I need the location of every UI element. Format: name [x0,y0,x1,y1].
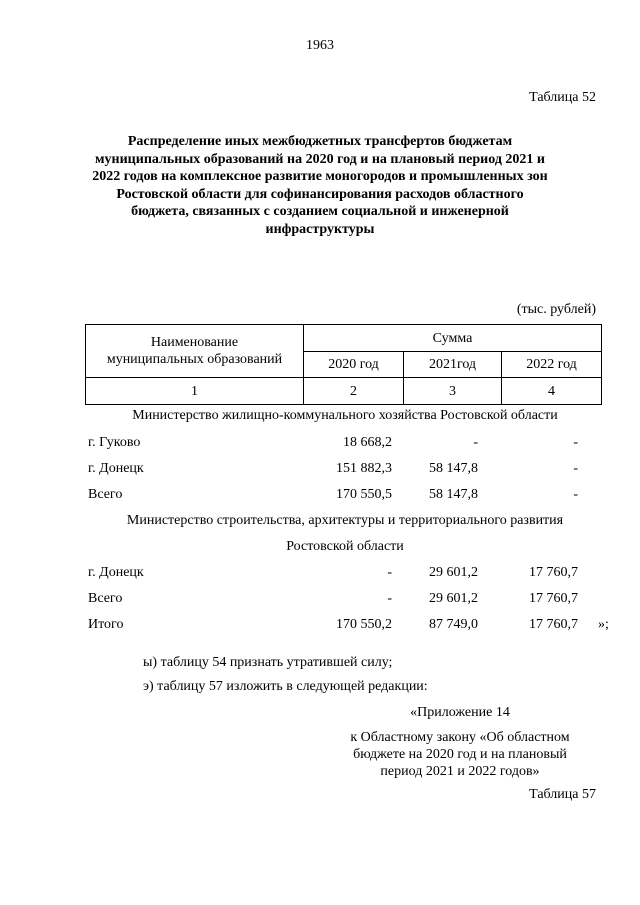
table-row [0,461,640,479]
row-value-2021: - [473,435,478,450]
section2-title-line1: Министерство строительства, архитектуры и территориального развития [126,513,564,528]
row-value-2021: 29 601,2 [429,591,478,606]
row-value-2020: 170 550,5 [336,487,392,502]
header-year-2020: 2020 год [304,352,404,378]
units-label: (тыс. рублей) [516,302,596,317]
header-num-4: 4 [502,378,602,405]
header-num-3: 3 [404,378,502,405]
row-value-2022: - [573,487,578,502]
appendix-line3: бюджете на 2020 год и на плановый [353,747,567,762]
page-number: 1963 [306,38,334,53]
table-row [0,435,640,453]
row-value-2020: - [387,565,392,580]
header-num-1: 1 [86,378,304,405]
row-value-2020: 151 882,3 [336,461,392,476]
appendix-line1: «Приложение 14 [410,705,510,720]
row-value-2021: 58 147,8 [429,487,478,502]
table-row [0,591,640,609]
total-row [0,617,640,635]
header-year-2022: 2022 год [502,352,602,378]
row-value-2022: - [573,461,578,476]
title-line: инфраструктуры [265,221,375,237]
title-line: Распределение иных межбюджетных трансфертов бюджетам [127,134,513,149]
row-value-2020: - [387,591,392,606]
row-name: г. Гуково [88,435,141,450]
row-value-2021: 29 601,2 [429,565,478,580]
row-value-2022: 17 760,7 [529,591,578,606]
appendix-line4: период 2021 и 2022 годов» [380,764,540,779]
section2-title-line2: Ростовской области [286,539,404,554]
appendix-block [330,729,590,780]
row-value-2021: 58 147,8 [429,461,478,476]
row-name: г. Донецк [88,461,144,476]
header-name-col: Наименование муниципальных образований [86,325,304,378]
row-value-2022: - [573,435,578,450]
paragraph-e: э) таблицу 57 изложить в следующей редакции: [143,679,428,694]
total-value-2022: 17 760,7 [529,617,578,632]
total-name: Итого [88,617,124,632]
section1-title: Министерство жилищно-коммунального хозяйства Ростовской области [132,408,558,423]
table-header [85,324,602,405]
table-title [80,133,560,238]
table-label: Таблица 52 [529,90,596,105]
row-value-2022: 17 760,7 [529,565,578,580]
title-line: бюджета, связанных с созданием социальной и инженерной [131,204,509,219]
total-value-2021: 87 749,0 [429,617,478,632]
row-name: г. Донецк [88,565,144,580]
appendix-line2: к Областному закону «Об областном [350,730,570,745]
row-name: Всего [88,591,123,606]
closing-quote: »; [598,617,609,632]
title-line: Ростовской области для софинансирования расходов областного [116,186,524,202]
table-row [0,487,640,505]
row-name: Всего [88,487,123,502]
header-sum-col: Сумма [304,325,602,352]
header-num-2: 2 [304,378,404,405]
title-line: муниципальных образований на 2020 год и на плановый период 2021 и [95,151,545,167]
total-value-2020: 170 550,2 [336,617,392,632]
paragraph-y: ы) таблицу 54 признать утратившей силу; [143,655,393,670]
title-line: 2022 годов на комплексное развитие моногородов и промышленных зон [92,169,548,184]
row-value-2020: 18 668,2 [343,435,392,450]
header-year-2021: 2021год [404,352,502,378]
table-row [0,565,640,583]
table57-label: Таблица 57 [529,787,596,802]
